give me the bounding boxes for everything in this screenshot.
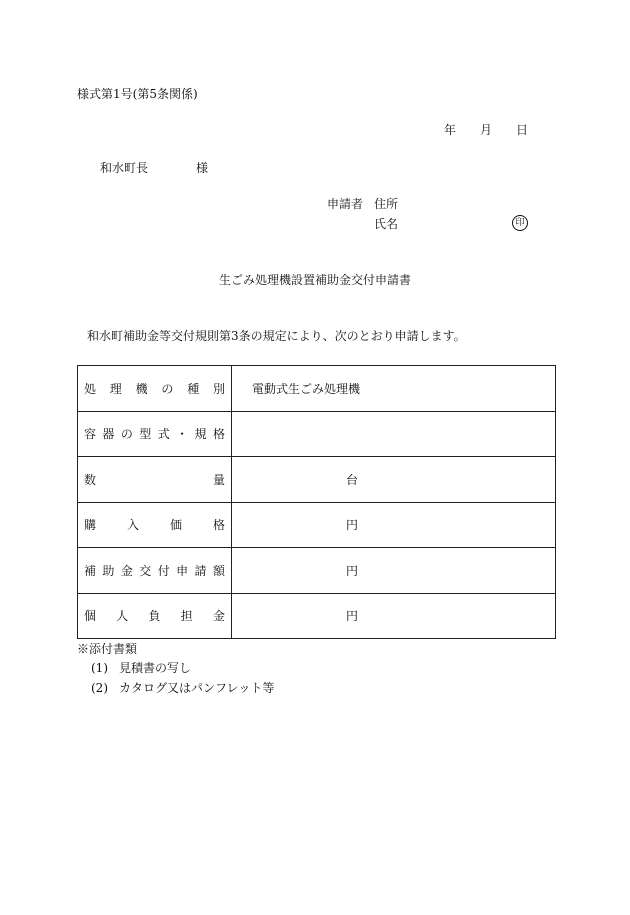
label-char: 付 [157, 563, 170, 578]
attachment-item [91, 662, 191, 674]
body-text: 和水町補助金等交付規則第3条の規定により、次のとおり申請します。 [87, 329, 466, 343]
address-label: 住所 [374, 197, 399, 211]
label-char: 担 [180, 609, 193, 624]
table-row [78, 457, 556, 503]
label-char: 価 [169, 518, 182, 533]
label-char: 負 [148, 609, 161, 624]
row-label [78, 548, 232, 594]
label-char: ・ [176, 427, 189, 442]
label-char: 金 [212, 609, 225, 624]
attachments-title: ※添付書類 [77, 642, 138, 656]
row-unit: 円 [346, 609, 359, 624]
label-char: 規 [194, 427, 207, 442]
table-row [78, 411, 556, 457]
date-day: 日 [516, 123, 529, 137]
attachment-number: (1) [91, 661, 108, 675]
label-char: 型 [139, 427, 152, 442]
row-label [78, 457, 232, 503]
row-label-text [84, 607, 225, 624]
table-row [78, 502, 556, 548]
label-char: 式 [157, 427, 170, 442]
date-year: 年 [444, 123, 457, 137]
label-char: 容 [84, 427, 97, 442]
document-title: 生ごみ処理機設置補助金交付申請書 [218, 273, 411, 287]
row-value[interactable] [232, 502, 556, 548]
items-table [77, 365, 556, 639]
label-char: の [161, 381, 174, 396]
date-line [444, 124, 528, 136]
attachment-number: (2) [91, 681, 108, 695]
row-label [78, 411, 232, 457]
row-unit: 円 [346, 563, 359, 578]
label-char: 処 [84, 381, 97, 396]
label-char: 個 [84, 609, 97, 624]
label-char: 量 [212, 472, 225, 487]
label-char: 入 [126, 518, 139, 533]
attachment-text: 見積書の写し [119, 661, 192, 675]
row-label [78, 502, 232, 548]
row-label-text [84, 562, 225, 579]
row-value[interactable] [232, 411, 556, 457]
label-char: 種 [187, 381, 200, 396]
attachment-text: カタログ又はパンフレット等 [119, 681, 275, 695]
label-char: 理 [109, 381, 122, 396]
label-char: 格 [212, 518, 225, 533]
applicant-label: 申請者 [327, 197, 364, 211]
table-row [78, 366, 556, 412]
recipient-name: 和水町長 [100, 161, 149, 175]
row-value[interactable] [232, 548, 556, 594]
table-row [78, 593, 556, 639]
form-number: 様式第1号(第5条関係) [77, 87, 198, 101]
row-label [78, 366, 232, 412]
label-char: 人 [116, 609, 129, 624]
row-unit: 台 [346, 472, 359, 487]
label-char: 器 [102, 427, 115, 442]
label-char: の [120, 427, 133, 442]
table-row [78, 548, 556, 594]
label-char: 申 [176, 563, 189, 578]
row-value[interactable] [232, 593, 556, 639]
label-char: 機 [135, 381, 148, 396]
label-char: 請 [194, 563, 207, 578]
attachment-item [91, 682, 274, 694]
row-label-text [84, 471, 225, 488]
label-char: 補 [84, 563, 97, 578]
row-label-text [84, 380, 225, 397]
date-month: 月 [480, 123, 493, 137]
label-char: 格 [212, 427, 225, 442]
label-char: 額 [212, 563, 225, 578]
label-char: 別 [212, 381, 225, 396]
label-char: 助 [102, 563, 115, 578]
label-char: 交 [139, 563, 152, 578]
row-label [78, 593, 232, 639]
row-label-text [84, 516, 225, 533]
recipient-line [100, 162, 208, 174]
name-label: 氏名 [374, 217, 399, 231]
row-value-text: 電動式生ごみ処理機 [252, 381, 361, 396]
row-value[interactable] [232, 457, 556, 503]
row-unit: 円 [346, 518, 359, 533]
label-char: 金 [120, 563, 133, 578]
label-char: 数 [84, 472, 97, 487]
label-char: 購 [84, 518, 97, 533]
recipient-honorific: 様 [196, 161, 209, 175]
row-value[interactable] [232, 366, 556, 412]
row-label-text [84, 425, 225, 442]
seal-mark: 印 [512, 215, 528, 231]
